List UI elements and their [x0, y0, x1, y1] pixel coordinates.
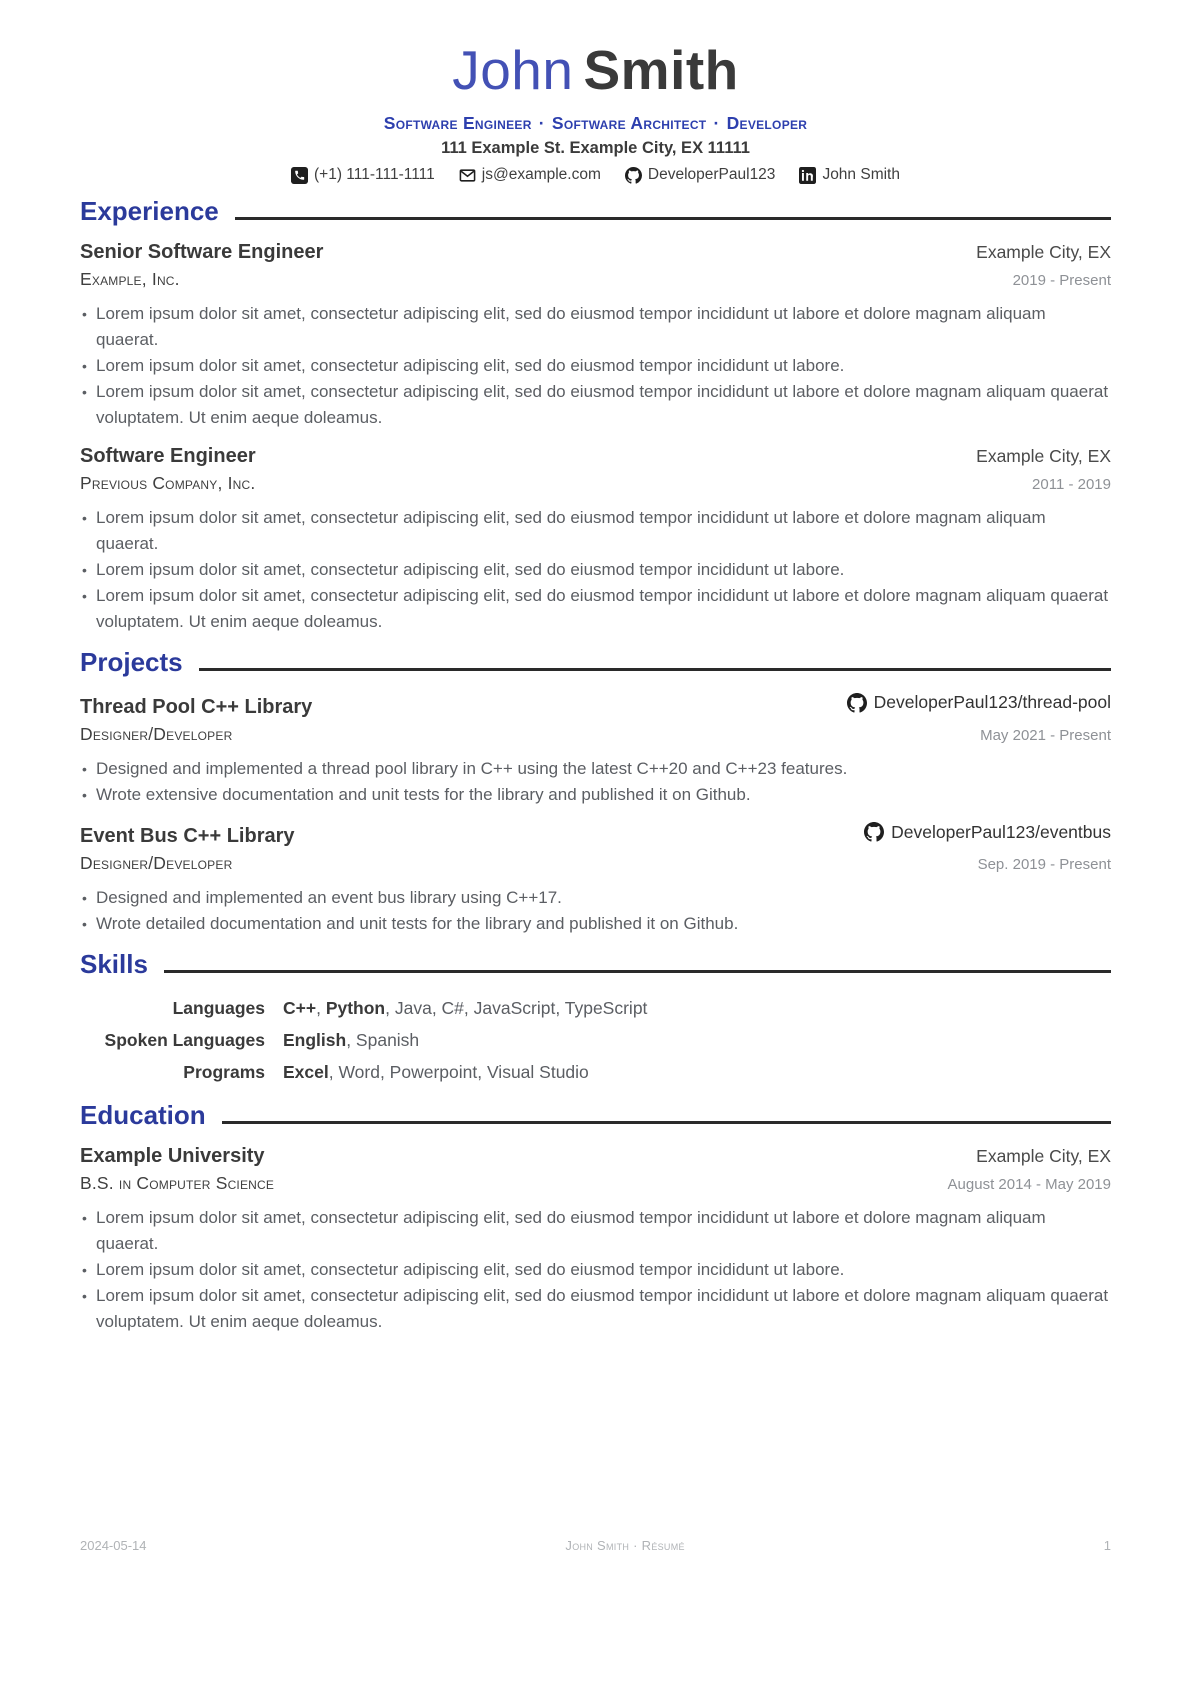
project-bullets	[80, 885, 1111, 937]
section-title: Projects	[80, 647, 183, 677]
education-dates: August 2014 - May 2019	[947, 1176, 1111, 1193]
contact-row	[80, 166, 1111, 184]
project-role: Designer/Developer	[80, 723, 233, 744]
tagline-item: Software Engineer	[383, 113, 532, 133]
bullet-item: • Lorem ipsum dolor sit amet, consectetur adipiscing elit, sed do eiusmod tempor incididunt ut labore et dolore magnam aliquam quaerat voluptatem. Ut enim aeque doleamus.	[80, 583, 1111, 635]
first-name: John	[452, 39, 574, 101]
tagline-separator: ·	[713, 113, 720, 133]
tagline	[80, 113, 1111, 134]
bullet-item: • Lorem ipsum dolor sit amet, consectetur adipiscing elit, sed do eiusmod tempor incididunt ut labore et dolore magnam aliquam quaerat.	[80, 1205, 1111, 1257]
project-bullets	[80, 756, 1111, 808]
job-dates: 2019 - Present	[1012, 272, 1111, 289]
github-icon	[625, 167, 642, 184]
project-repo-link[interactable]	[864, 822, 1111, 843]
project-repo-link[interactable]	[847, 692, 1111, 713]
github-icon	[864, 822, 884, 842]
projects-section-heading	[80, 647, 1111, 678]
skills-section-heading	[80, 949, 1111, 980]
section-title: Skills	[80, 949, 148, 979]
bullet-item: • Lorem ipsum dolor sit amet, consectetur adipiscing elit, sed do eiusmod tempor incididunt ut labore et dolore magnam aliquam quaerat voluptatem. Ut enim aeque doleamus.	[80, 379, 1111, 431]
section-rule	[164, 970, 1111, 973]
skill-values: C++, Python, Java, C#, JavaScript, TypeScript	[283, 998, 648, 1018]
github-link[interactable]	[625, 166, 776, 184]
education-bullets	[80, 1205, 1111, 1335]
skill-row	[80, 992, 1111, 1024]
skill-label: Languages	[172, 998, 265, 1018]
page-footer	[80, 1538, 1111, 1553]
job-bullets	[80, 301, 1111, 431]
tagline-separator: ·	[538, 113, 545, 133]
address: 111 Example St. Example City, EX 11111	[441, 139, 750, 157]
email-icon	[459, 167, 476, 184]
skills-table	[80, 992, 1111, 1088]
section-rule	[222, 1121, 1111, 1124]
job-dates: 2011 - 2019	[1032, 476, 1111, 493]
tagline-item: Developer	[726, 113, 808, 133]
job-location: Example City, EX	[976, 446, 1111, 466]
bullet-item: • Lorem ipsum dolor sit amet, consectetur adipiscing elit, sed do eiusmod tempor incididunt ut labore et dolore magnam aliquam quaerat.	[80, 505, 1111, 557]
project-entry	[80, 822, 1111, 938]
project-entry	[80, 692, 1111, 808]
bullet-item: • Designed and implemented a thread pool library in C++ using the latest C++20 and C++23 features.	[80, 756, 1111, 782]
school-name: Example University	[80, 1145, 265, 1167]
section-title: Experience	[80, 196, 219, 226]
email-address: js@example.com	[481, 166, 601, 183]
phone-number: (+1) 111-111-1111	[314, 166, 435, 183]
linkedin-link[interactable]	[799, 166, 900, 184]
person-name	[80, 40, 1111, 100]
bullet-item: • Lorem ipsum dolor sit amet, consectetur adipiscing elit, sed do eiusmod tempor incididunt ut labore et dolore magnam aliquam quaerat.	[80, 301, 1111, 353]
project-dates: May 2021 - Present	[980, 726, 1111, 744]
repo-name: DeveloperPaul123/thread-pool	[873, 692, 1111, 712]
phone-icon	[291, 167, 308, 184]
skill-label: Programs	[183, 1062, 265, 1082]
skill-row	[80, 1024, 1111, 1056]
company-name: Previous Company, Inc.	[80, 473, 256, 493]
project-dates: Sep. 2019 - Present	[977, 856, 1111, 873]
resume-header	[80, 40, 1111, 184]
footer-date: 2024-05-14	[80, 1538, 147, 1553]
footer-title: John Smith · Résumé	[565, 1538, 685, 1553]
bullet-item: • Lorem ipsum dolor sit amet, consectetur adipiscing elit, sed do eiusmod tempor incididunt ut labore.	[80, 1257, 1111, 1283]
email-link[interactable]	[459, 166, 601, 184]
project-title: Thread Pool C++ Library	[80, 695, 313, 718]
skill-row	[80, 1056, 1111, 1088]
skill-values: Excel, Word, Powerpoint, Visual Studio	[283, 1062, 589, 1082]
job-location: Example City, EX	[976, 242, 1111, 262]
bullet-item: • Lorem ipsum dolor sit amet, consectetur adipiscing elit, sed do eiusmod tempor incididunt ut labore et dolore magnam aliquam quaerat voluptatem. Ut enim aeque doleamus.	[80, 1283, 1111, 1335]
github-username: DeveloperPaul123	[647, 166, 776, 183]
bullet-item: • Designed and implemented an event bus library using C++17.	[80, 885, 1111, 911]
section-rule	[235, 217, 1111, 220]
section-title: Education	[80, 1100, 206, 1130]
bullet-item: • Wrote extensive documentation and unit tests for the library and published it on Github.	[80, 782, 1111, 808]
bullet-item: • Lorem ipsum dolor sit amet, consectetur adipiscing elit, sed do eiusmod tempor incididunt ut labore.	[80, 353, 1111, 379]
education-section-heading	[80, 1100, 1111, 1131]
experience-entry	[80, 241, 1111, 431]
company-name: Example, Inc.	[80, 269, 180, 289]
project-title: Event Bus C++ Library	[80, 825, 295, 847]
job-title: Software Engineer	[80, 445, 256, 467]
job-title: Senior Software Engineer	[80, 241, 324, 263]
linkedin-name: John Smith	[822, 166, 900, 183]
last-name: Smith	[583, 39, 739, 101]
bullet-item: • Lorem ipsum dolor sit amet, consectetur adipiscing elit, sed do eiusmod tempor incididunt ut labore.	[80, 557, 1111, 583]
project-role: Designer/Developer	[80, 853, 233, 873]
school-location: Example City, EX	[976, 1146, 1111, 1166]
job-bullets	[80, 505, 1111, 635]
degree-name: B.S. in Computer Science	[80, 1173, 275, 1193]
section-rule	[199, 668, 1111, 671]
repo-name: DeveloperPaul123/eventbus	[891, 821, 1111, 842]
footer-page-number: 1	[1103, 1538, 1111, 1553]
linkedin-icon	[799, 167, 816, 184]
phone-link[interactable]	[291, 166, 435, 184]
tagline-item: Software Architect	[551, 113, 707, 133]
experience-entry	[80, 445, 1111, 635]
experience-section-heading	[80, 196, 1111, 227]
skill-values: English, Spanish	[283, 1030, 420, 1050]
skill-label: Spoken Languages	[104, 1030, 265, 1050]
github-icon	[847, 693, 867, 713]
education-entry	[80, 1145, 1111, 1335]
bullet-item: • Wrote detailed documentation and unit tests for the library and published it on Github.	[80, 911, 1111, 937]
